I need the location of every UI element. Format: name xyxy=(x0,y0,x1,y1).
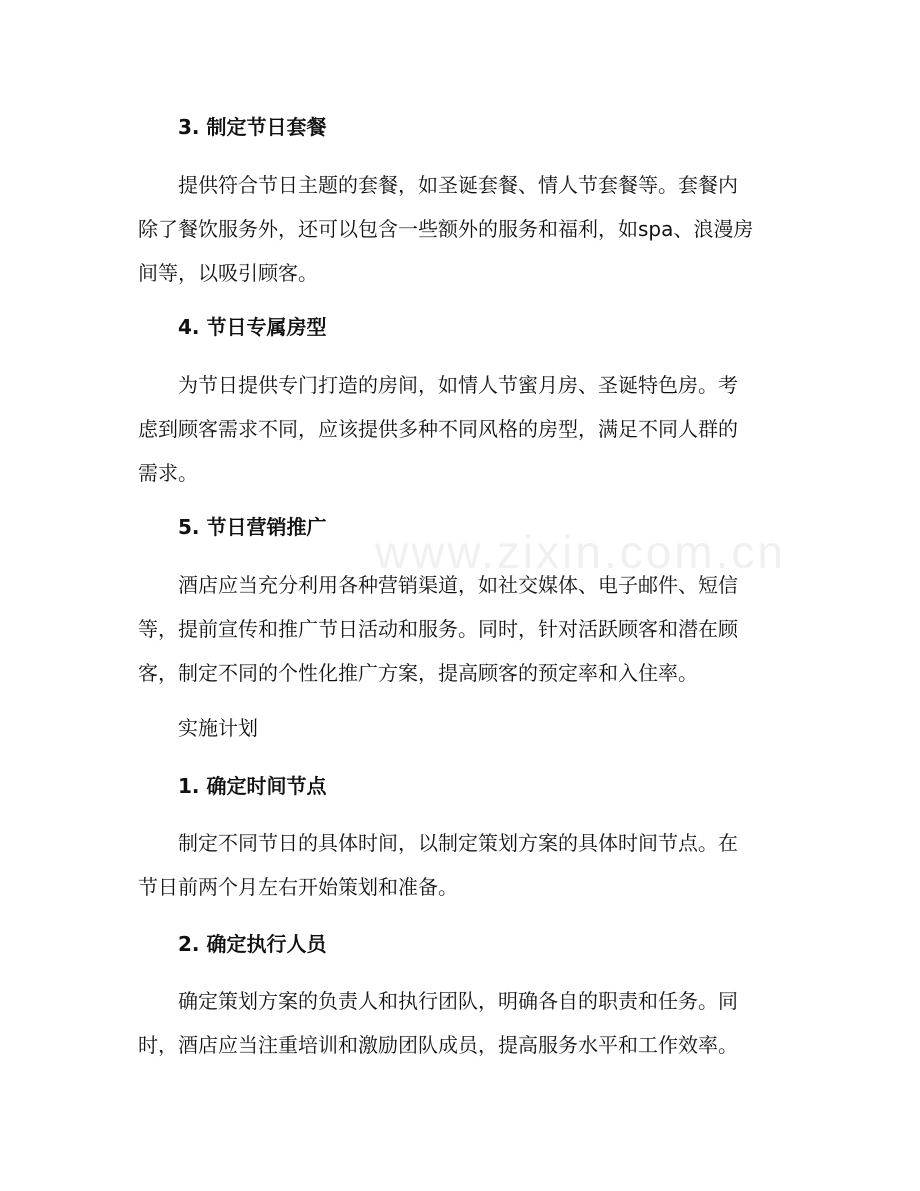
paragraph-line: 为节日提供专门打造的房间，如情人节蜜月房、圣诞特色房。考 xyxy=(178,373,738,397)
paragraph-line: 客，制定不同的个性化推广方案，提高顾客的预定率和入住率。 xyxy=(138,661,698,685)
paragraph-line: 虑到顾客需求不同，应该提供多种不同风格的房型，满足不同人群的 xyxy=(138,417,738,441)
plan-heading-executors: 2. 确定执行人员 xyxy=(178,932,327,956)
plan-heading-time-nodes: 1. 确定时间节点 xyxy=(178,774,327,798)
paragraph-line: 需求。 xyxy=(138,461,198,485)
paragraph-line: 制定不同节日的具体时间，以制定策划方案的具体时间节点。在 xyxy=(178,831,738,855)
paragraph-line: 节日前两个月左右开始策划和准备。 xyxy=(138,875,458,899)
paragraph-festival-marketing xyxy=(138,563,788,695)
paragraph-line: 时，酒店应当注重培训和激励团队成员，提高服务水平和工作效率。 xyxy=(138,1033,738,1057)
paragraph-line: 确定策划方案的负责人和执行团队，明确各自的职责和任务。同 xyxy=(178,989,738,1013)
section-heading-festival-package: 3. 制定节日套餐 xyxy=(178,115,327,139)
paragraph-time-nodes xyxy=(138,821,788,909)
paragraph-executors xyxy=(138,979,788,1067)
paragraph-festival-package xyxy=(138,163,788,295)
paragraph-line: 提供符合节日主题的套餐，如圣诞套餐、情人节套餐等。套餐内 xyxy=(178,173,738,197)
paragraph-line: 间等，以吸引顾客。 xyxy=(138,261,318,285)
section-heading-festival-marketing: 5. 节日营销推广 xyxy=(178,515,327,539)
section-heading-festival-room: 4. 节日专属房型 xyxy=(178,315,327,339)
paragraph-line: 除了餐饮服务外，还可以包含一些额外的服务和福利，如spa、浪漫房 xyxy=(138,217,754,241)
paragraph-line: 酒店应当充分利用各种营销渠道，如社交媒体、电子邮件、短信 xyxy=(178,573,738,597)
paragraph-festival-room xyxy=(138,363,788,495)
paragraph-line: 等，提前宣传和推广节日活动和服务。同时，针对活跃顾客和潜在顾 xyxy=(138,617,738,641)
plan-title: 实施计划 xyxy=(178,716,258,740)
watermark: www.zixin.com.cn xyxy=(375,526,786,578)
